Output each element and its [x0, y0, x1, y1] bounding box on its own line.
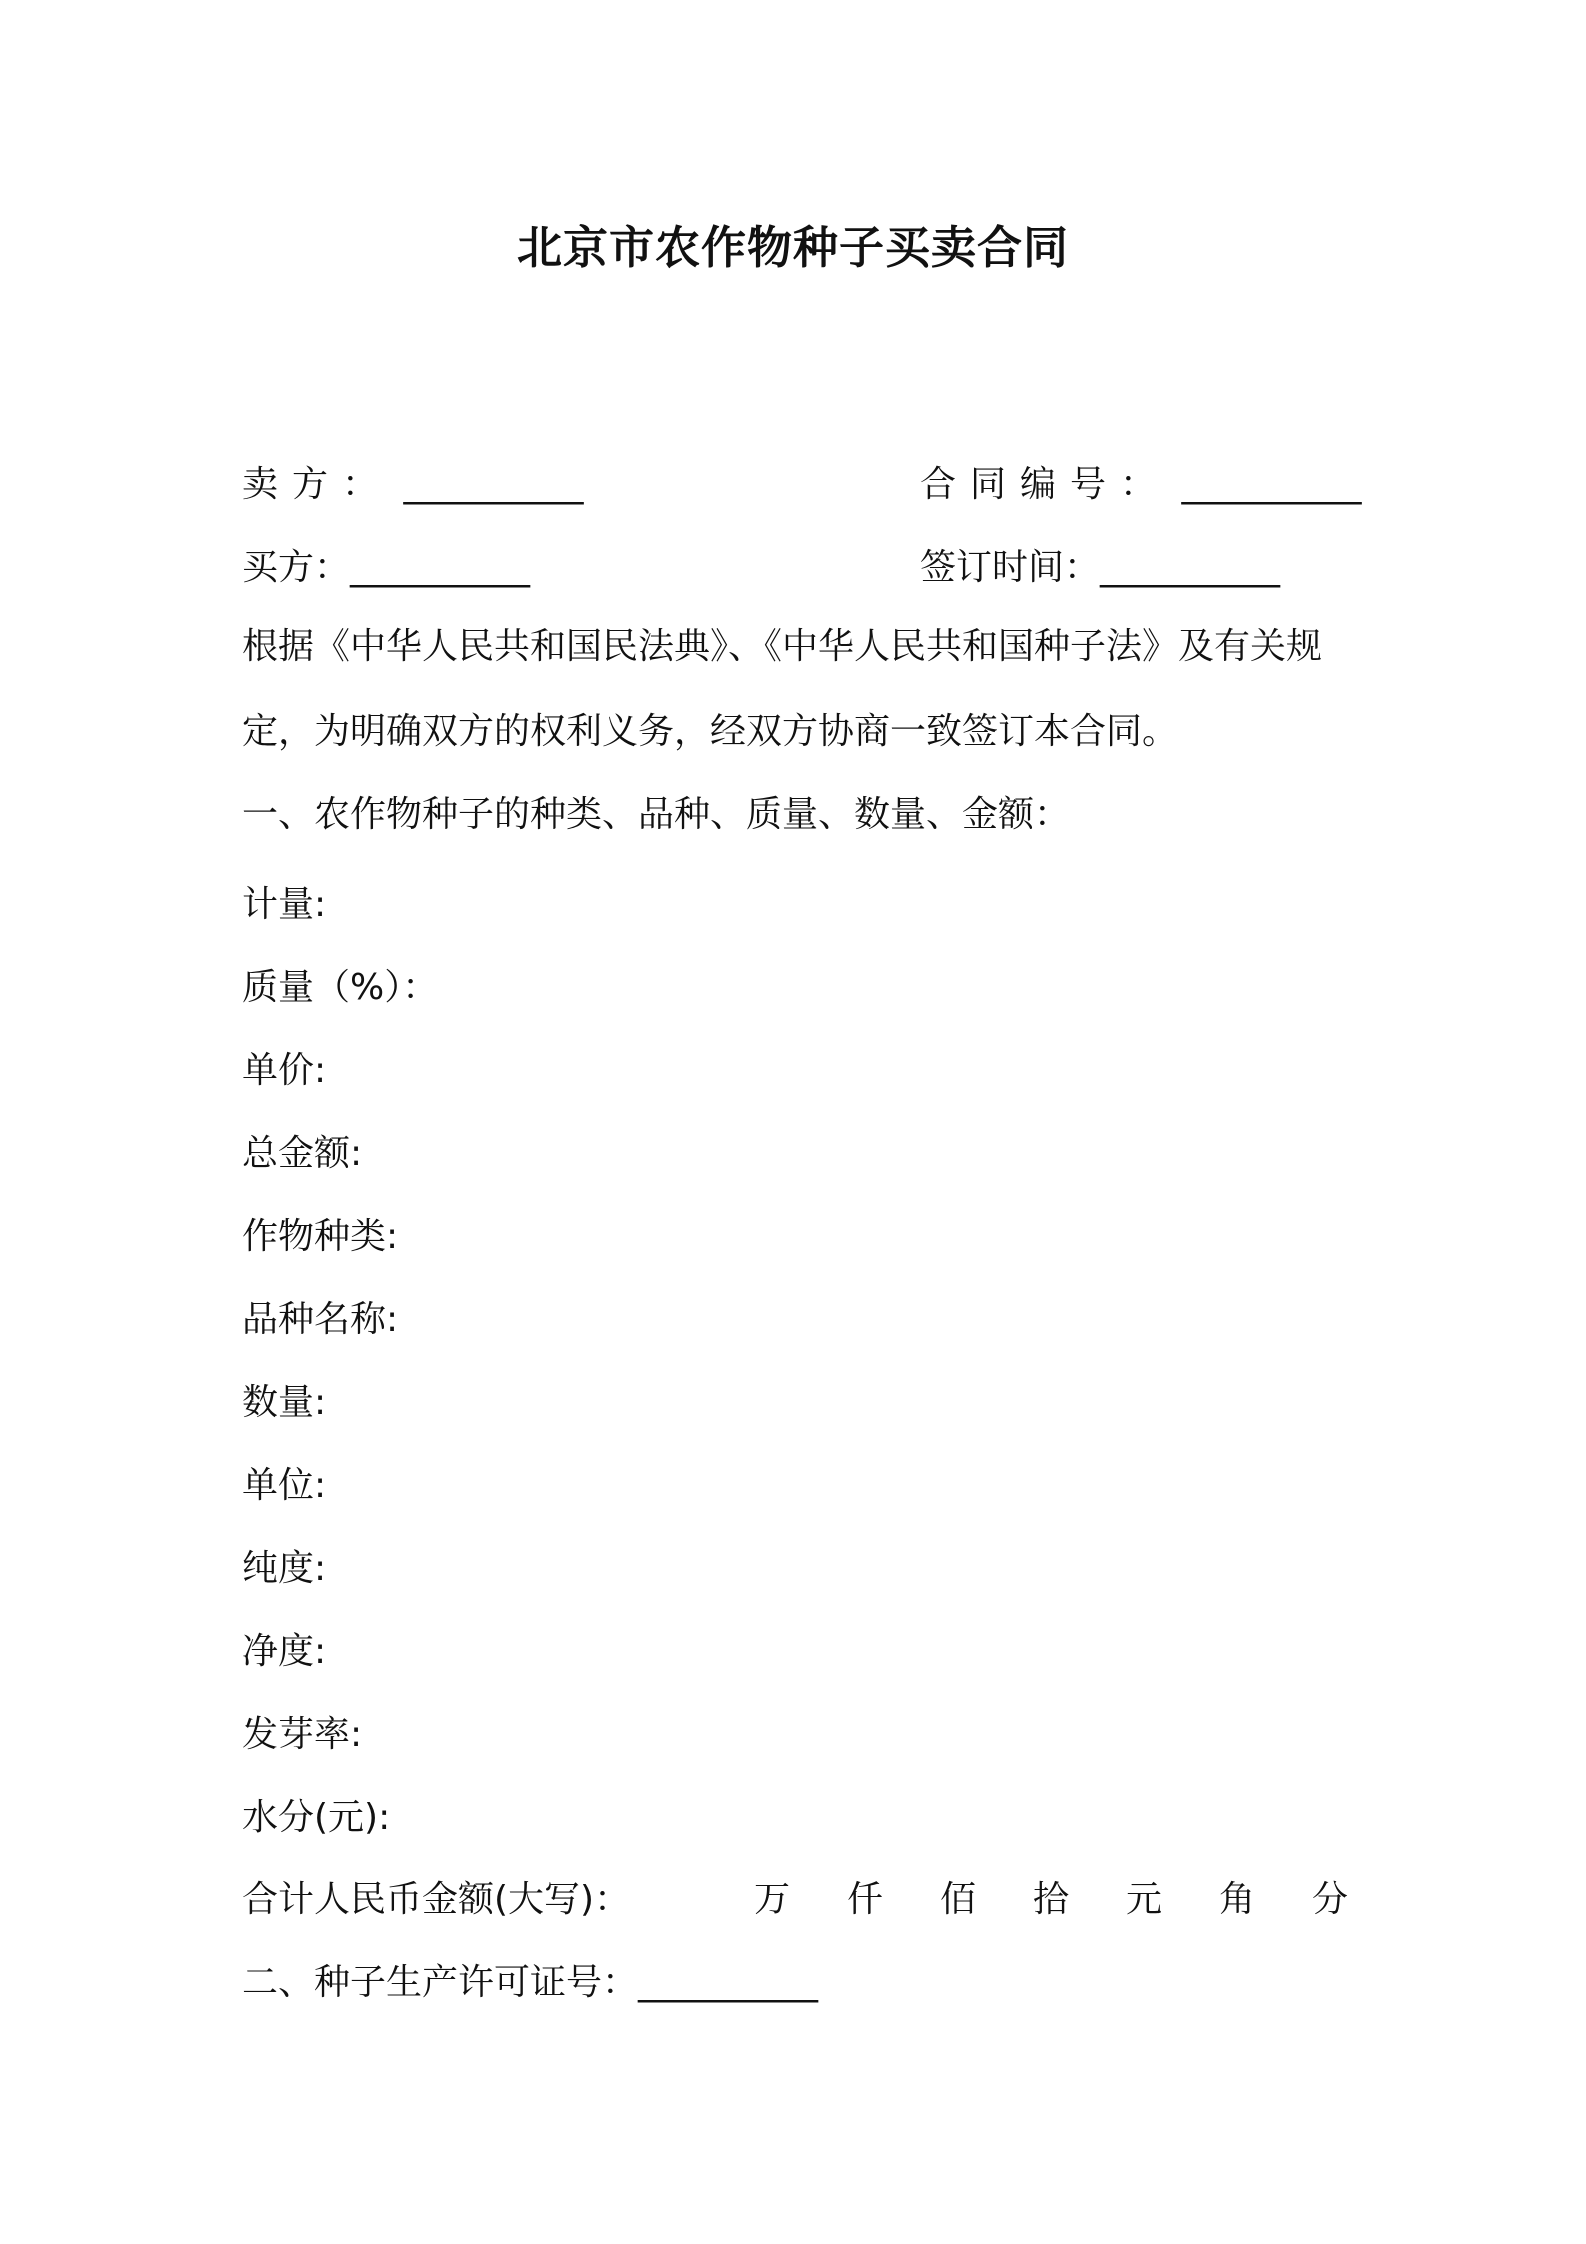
field-measure: 计量: — [242, 884, 327, 925]
buyer-line — [242, 543, 530, 593]
unit-jiao: 角 — [1219, 1879, 1256, 1920]
unit-wan: 万 — [754, 1879, 791, 1920]
unit-yuan: 元 — [1126, 1879, 1163, 1920]
intro-line-1: 根据《中华人民共和国民法典》、《中华人民共和国种子法》及有关规 — [242, 626, 1323, 667]
total-amount-label: 合计人民币金额(大写)： — [242, 1879, 631, 1920]
field-crop-type: 作物种类: — [242, 1216, 399, 1257]
contract-no-label: 合同编号： — [920, 464, 1171, 505]
document-title: 北京市农作物种子买卖合同 — [516, 221, 1069, 274]
unit-shi: 拾 — [1033, 1879, 1070, 1920]
contract-no-line — [920, 460, 1361, 510]
sign-time-blank: __________ — [1100, 547, 1281, 588]
field-unit: 单位: — [242, 1465, 327, 1506]
field-quality: 质量（%）： — [242, 967, 439, 1008]
field-total-amount: 总金额: — [242, 1133, 363, 1174]
field-unit-price: 单价: — [242, 1050, 327, 1091]
buyer-label: 买方： — [242, 547, 351, 588]
contract-no-blank: __________ — [1181, 464, 1362, 505]
unit-fen: 分 — [1312, 1879, 1349, 1920]
seller-line — [242, 460, 583, 510]
sign-time-line — [920, 543, 1280, 593]
buyer-blank: __________ — [350, 547, 531, 588]
field-variety-name: 品种名称: — [242, 1299, 399, 1340]
section1-heading: 一、农作物种子的种类、品种、质量、数量、金额： — [242, 794, 1071, 835]
section2-line — [242, 1958, 818, 2008]
intro-line-2: 定，为明确双方的权利义务，经双方协商一致签订本合同。 — [242, 711, 1179, 752]
sign-time-label: 签订时间： — [920, 547, 1101, 588]
seller-blank: __________ — [403, 464, 584, 505]
section2-heading: 二、种子生产许可证号： — [242, 1962, 639, 2003]
license-no-blank: __________ — [638, 1962, 819, 2003]
seller-label: 卖方： — [242, 464, 393, 505]
field-quantity: 数量: — [242, 1382, 327, 1423]
field-germination-rate: 发芽率: — [242, 1714, 363, 1755]
field-cleanliness: 净度: — [242, 1631, 327, 1672]
unit-bai: 佰 — [940, 1879, 977, 1920]
field-moisture: 水分(元): — [242, 1797, 391, 1838]
unit-qian: 仟 — [847, 1879, 884, 1920]
field-purity: 纯度: — [242, 1548, 327, 1589]
